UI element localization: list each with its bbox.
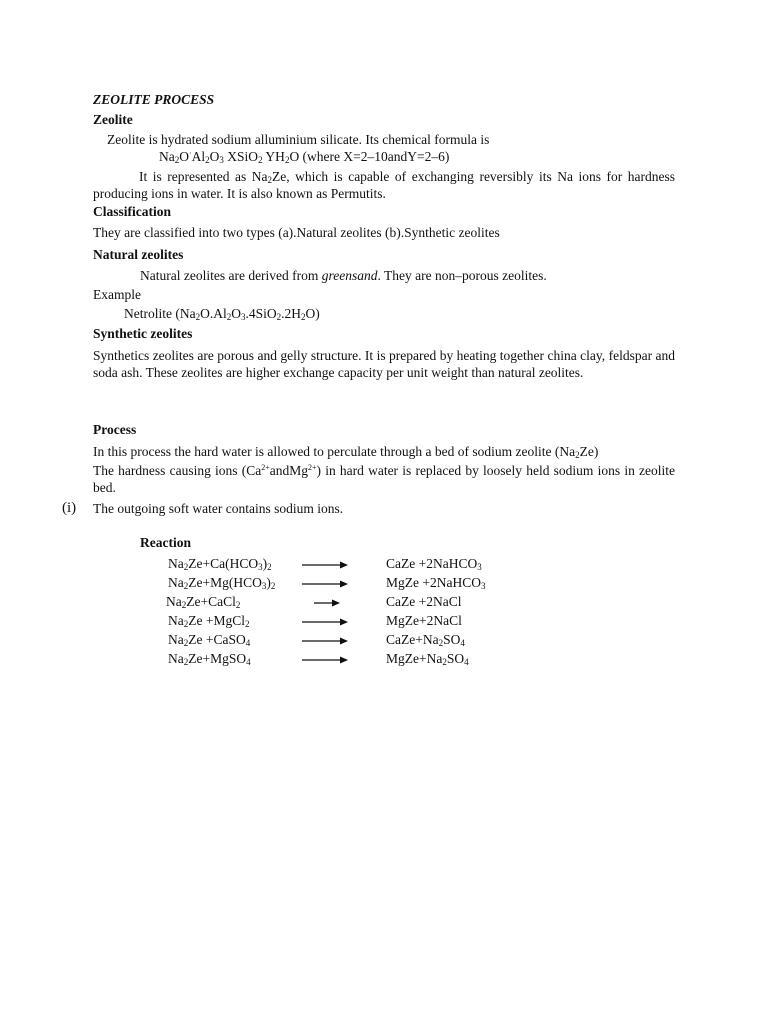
arrow-icon	[314, 598, 340, 608]
list-marker: (i)	[62, 500, 77, 516]
example-label: Example	[93, 287, 141, 302]
reaction-rhs: $CaZe+Na_2SO_4$	[386, 632, 465, 648]
reaction-rhs: $MgZe+Na_2SO_4$	[386, 651, 469, 667]
process-text-2: The hardness causing ions $(Ca^{2+}andMg^{2+})$ in hard water is replaced by loosely held sodium ions in zeolite bed.	[93, 463, 675, 495]
reaction-lhs: $Na_2Ze+Ca(HCO_3)_2$	[168, 556, 272, 572]
reaction-lhs: $Na_2Ze+MgSO_4$	[168, 651, 251, 667]
main-heading: ZEOLITE PROCESS	[93, 92, 215, 107]
natural-zeolites-text: Natural zeolites are derived from greensand. They are non–porous zeolites.	[140, 268, 547, 283]
classification-heading: Classification	[93, 204, 172, 219]
reaction-rhs: MgZe +2NaHCO$_3$	[386, 575, 486, 591]
synthetic-zeolites-heading: Synthetic zeolites	[93, 326, 193, 341]
arrow-icon	[302, 617, 348, 627]
reaction-lhs: $Na_2Ze+CaCl_2$	[166, 594, 241, 610]
process-heading: Process	[93, 422, 137, 437]
reaction-rhs: CaZe +2NaHCO$_3$	[386, 556, 482, 572]
reaction-lhs: $Na_2Ze$ +MgCl$_2$	[168, 613, 250, 629]
reaction-heading: Reaction	[140, 535, 191, 550]
netrolite-formula: Netrolite $(Na_2O.Al_2O_3.4SiO_2.2H_2O)$	[124, 306, 320, 322]
process-text-1: In this process the hard water is allowed to perculate through a bed of sodium zeolite $(Na_2Ze)$	[93, 444, 599, 460]
reaction-rhs: MgZe+2NaCl	[386, 613, 462, 628]
zeolite-formula: $Na_2O^\cdot Al_2O_3$ XSiO$_2$ $YH_2O$ (where X=2–10andY=2–6)	[159, 149, 450, 165]
arrow-icon	[302, 560, 348, 570]
natural-zeolites-heading: Natural zeolites	[93, 247, 184, 262]
reaction-rhs: CaZe +2NaCl	[386, 594, 462, 609]
arrow-icon	[302, 655, 348, 665]
classification-text: They are classified into two types (a).Natural zeolites (b).Synthetic zeolites	[93, 225, 500, 240]
synthetic-zeolites-text: Synthetics zeolites are porous and gelly structure. It is prepared by heating together china clay, feldspar and soda ash. These zeolites are higher exchange capacity per unit weight than natural zeolites.	[93, 348, 675, 380]
zeolite-heading: Zeolite	[93, 112, 133, 127]
reaction-lhs: $Na_2Ze+Mg(HCO_3)_2$	[168, 575, 276, 591]
list-item-text: The outgoing soft water contains sodium ions.	[93, 501, 344, 516]
zeolite-representation: It is represented as $Na_2Ze$, which is capable of exchanging reversibly its Na ions for hardness producing ions in water. It is also known as Permutits.	[93, 169, 675, 201]
arrow-icon	[302, 636, 348, 646]
arrow-icon	[302, 579, 348, 589]
zeolite-intro: Zeolite is hydrated sodium alluminium silicate. Its chemical formula is	[107, 132, 490, 147]
reaction-lhs: $Na_2Ze$ +CaSO$_4$	[168, 632, 251, 648]
